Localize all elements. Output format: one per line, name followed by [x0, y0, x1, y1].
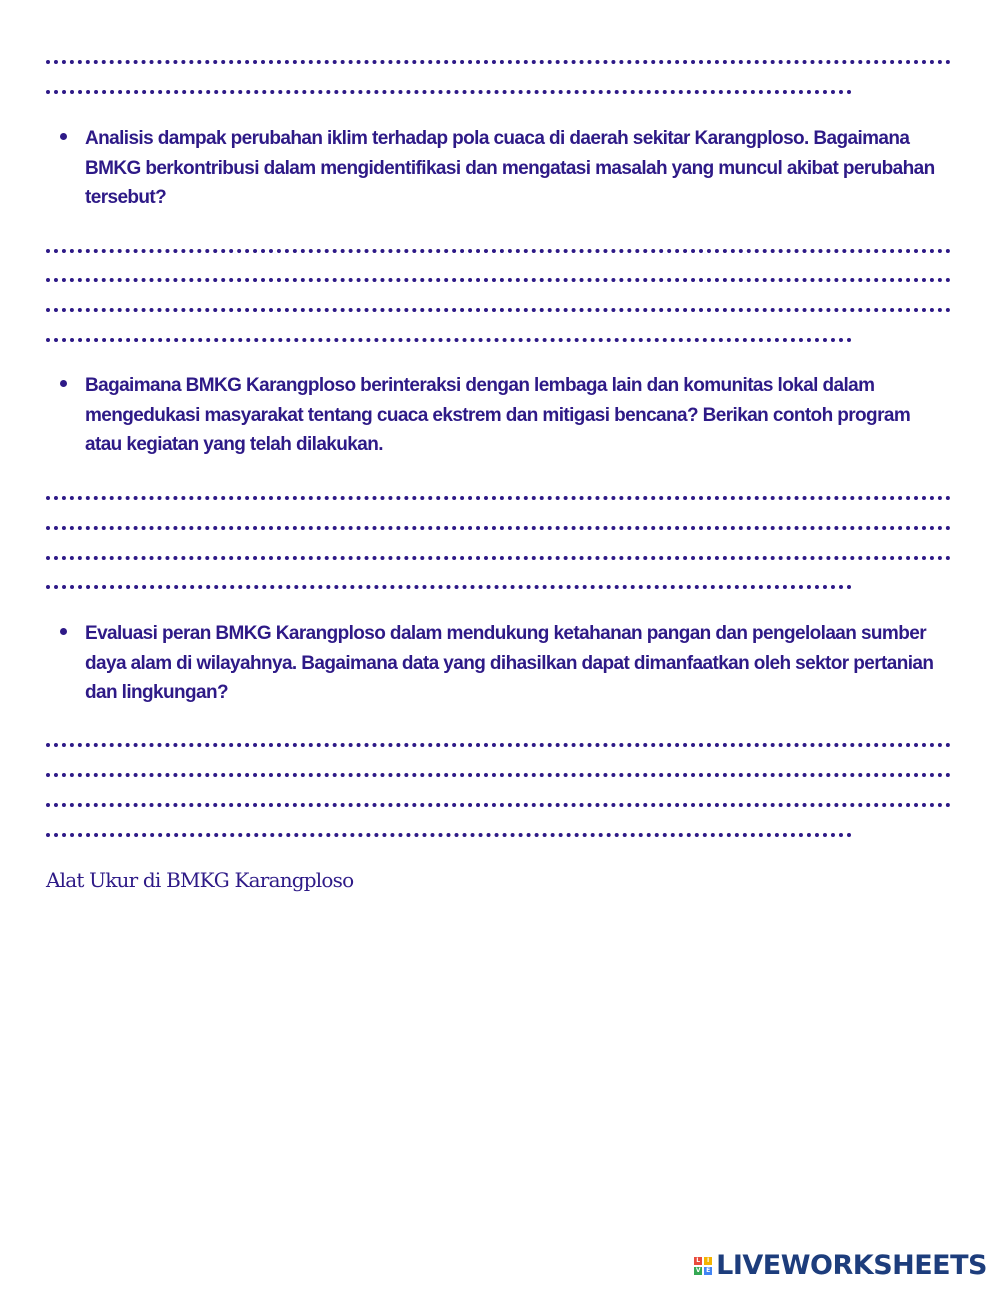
question-item [60, 371, 950, 460]
logo-cell: V [695, 1267, 701, 1274]
answer-line[interactable] [46, 496, 951, 500]
answer-line[interactable] [46, 60, 951, 64]
answer-line[interactable] [46, 90, 852, 94]
answer-line[interactable] [46, 833, 852, 837]
bullet-icon [60, 628, 67, 635]
logo-cell: I [704, 1257, 712, 1265]
logo-text: LIVEWORKSHEETS [716, 1250, 987, 1281]
logo-cell: E [706, 1267, 711, 1274]
answer-line[interactable] [46, 743, 951, 747]
answer-line[interactable] [46, 249, 951, 253]
logo-grid-icon [694, 1257, 712, 1275]
question-text: Bagaimana BMKG Karangploso berinteraksi dengan lembaga lain dan komunitas lokal dalam mengedukasi masyarakat tentang cuaca ekstrem dan mitigasi bencana? Berikan contoh program atau kegiatan yang telah dilakukan. [85, 375, 911, 455]
answer-line[interactable] [46, 585, 852, 589]
bullet-icon [60, 133, 67, 140]
question-item [60, 124, 950, 213]
logo-cell: L [694, 1257, 702, 1265]
question-item [60, 619, 950, 708]
answer-line[interactable] [46, 773, 951, 777]
answer-line[interactable] [46, 308, 951, 312]
answer-line[interactable] [46, 338, 852, 342]
answer-line[interactable] [46, 556, 951, 560]
section-heading: Alat Ukur di BMKG Karangploso [46, 868, 354, 892]
question-text: Analisis dampak perubahan iklim terhadap pola cuaca di daerah sekitar Karangploso. Bagaimana BMKG berkontribusi dalam mengidentifikasi dan mengatasi masalah yang muncul akibat perubahan tersebut? [85, 128, 935, 208]
bullet-icon [60, 380, 67, 387]
answer-line[interactable] [46, 278, 951, 282]
answer-line[interactable] [46, 803, 951, 807]
answer-line[interactable] [46, 526, 951, 530]
liveworksheets-logo [694, 1250, 987, 1281]
question-text: Evaluasi peran BMKG Karangploso dalam mendukung ketahanan pangan dan pengelolaan sumber daya alam di wilayahnya. Bagaimana data yang dihasilkan dapat dimanfaatkan oleh sektor pertanian dan lingkungan? [85, 623, 934, 703]
